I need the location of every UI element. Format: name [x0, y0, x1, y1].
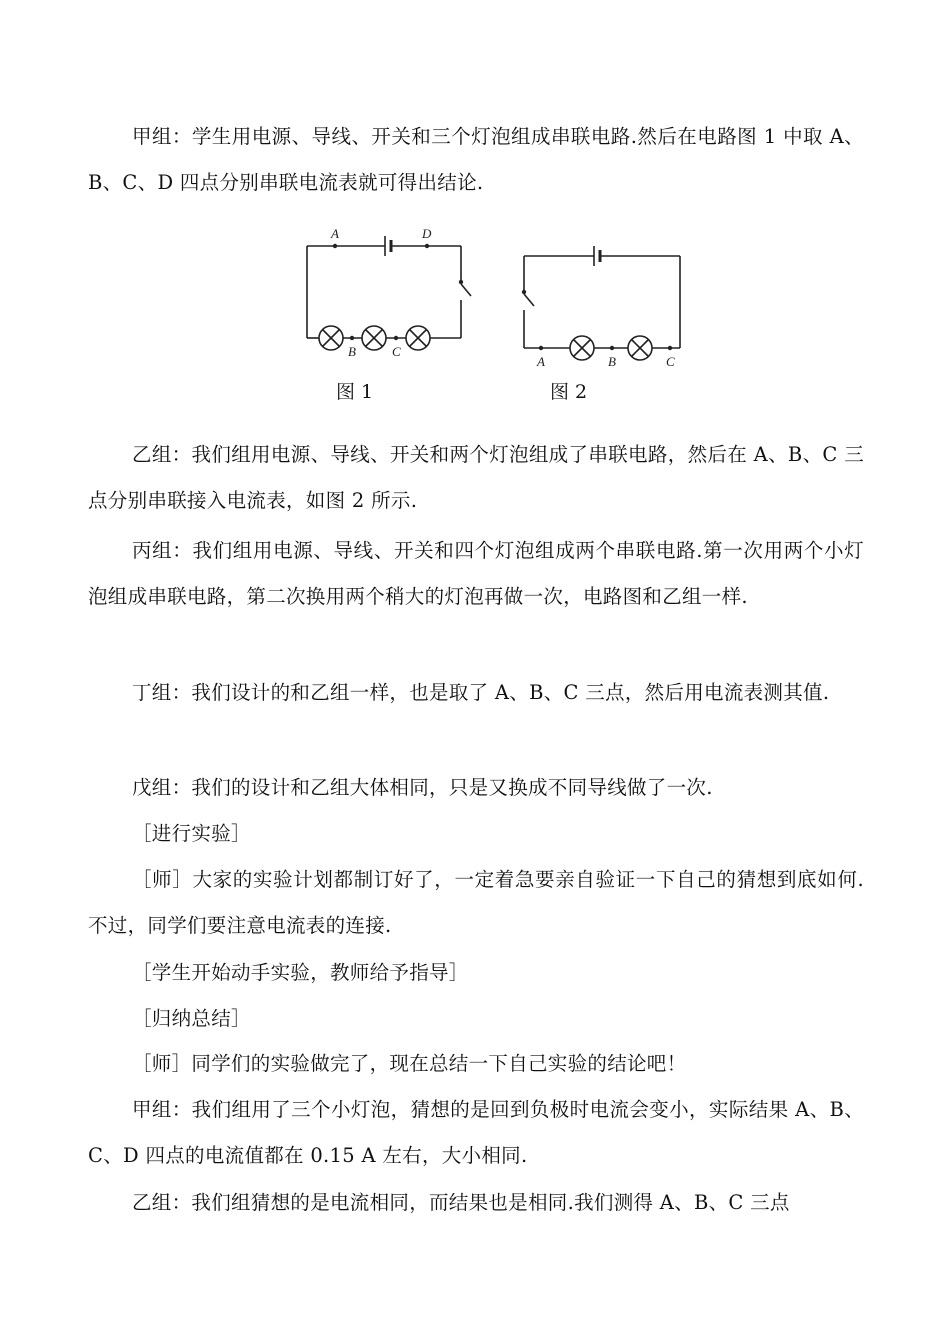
paragraph-group-bing-design: 丙组：我们组用电源、导线、开关和四个灯泡组成两个串联电路.第一次用两个小灯泡组成串联电路，第二次换用两个稍大的灯泡再做一次，电路图和乙组一样. [88, 539, 864, 608]
paragraph-group-ding-design: 丁组：我们设计的和乙组一样，也是取了 A、B、C 三点，然后用电流表测其值. [132, 681, 830, 704]
paragraph-group-yi-design: 乙组：我们组用电源、导线、开关和两个灯泡组成了串联电路，然后在 A、B、C 三点分别串联接入电流表，如图 2 所示. [88, 443, 864, 512]
paragraph-teacher-reminder: ［师］大家的实验计划都制订好了，一定着急要亲自验证一下自己的猜想到底如何.不过，同学们要注意电流表的连接. [88, 868, 864, 937]
figure-2-label-b: B [608, 354, 616, 369]
section-heading-experiment: ［进行实验］ [132, 822, 251, 845]
figure-2-labels [536, 354, 675, 369]
paragraph-group-jia-design: 甲组：学生用电源、导线、开关和三个灯泡组成串联电路.然后在电路图 1 中取 A、B、C、D 四点分别串联电流表就可得出结论. [88, 125, 864, 194]
section-heading-summary: ［归纳总结］ [132, 1007, 251, 1030]
figure-1-nodes [333, 244, 463, 340]
figure-1-label-c: C [392, 344, 401, 359]
figure-1-caption: 图 1 [336, 381, 374, 403]
paragraph-group-yi-result: 乙组：我们组猜想的是电流相同，而结果也是相同.我们测得 A、B、C 三点 [132, 1191, 790, 1214]
figure-2-label-c: C [666, 354, 675, 369]
figure-1-circuit [307, 236, 471, 350]
paragraph-student-activity: ［学生开始动手实验，教师给予指导］ [132, 961, 469, 984]
paragraph-group-jia-result: 甲组：我们组用了三个小灯泡，猜想的是回到负极时电流会变小，实际结果 A、B、C、D 四点的电流值都在 0.15 A 左右，大小相同. [88, 1098, 864, 1167]
figure-1-label-a: A [331, 226, 339, 241]
circuit-figures [300, 220, 690, 410]
paragraph-group-wu-design: 戊组：我们的设计和乙组大体相同，只是又换成不同导线做了一次. [132, 776, 713, 799]
figure-2-circuit [524, 246, 680, 360]
figure-1-label-b: B [348, 344, 356, 359]
figure-2-caption: 图 2 [550, 381, 588, 403]
figure-1-label-d: D [422, 226, 432, 241]
paragraph-teacher-summary: ［师］同学们的实验做完了，现在总结一下自己实验的结论吧！ [132, 1052, 687, 1075]
figure-2-label-a: A [537, 354, 545, 369]
